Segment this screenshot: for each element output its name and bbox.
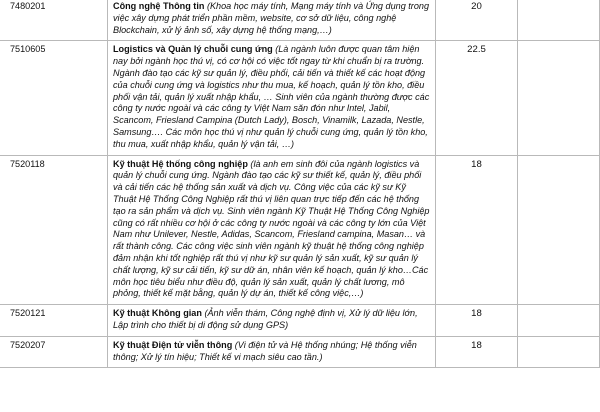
major-name: Logistics và Quản lý chuỗi cung ứng xyxy=(113,44,273,55)
major-description-cell xyxy=(108,155,436,305)
major-description-cell xyxy=(108,41,436,155)
table-row xyxy=(0,155,600,305)
major-name: Kỹ thuật Hệ thống công nghiệp xyxy=(113,158,248,169)
table-row xyxy=(0,336,600,368)
admission-score: 20 xyxy=(436,0,518,41)
table-row xyxy=(0,0,600,41)
empty-cell xyxy=(518,336,600,368)
major-description: (Ảnh viễn thám, Công nghệ định vị, Xử lý dữ liệu lớn, Lập trình cho thiết bị di động sử dụng GPS) xyxy=(113,308,418,330)
empty-cell xyxy=(518,0,600,41)
major-code: 7480201 xyxy=(0,0,108,41)
table-row xyxy=(0,305,600,337)
admission-score: 22.5 xyxy=(436,41,518,155)
major-code: 7520207 xyxy=(0,336,108,368)
admission-score: 18 xyxy=(436,305,518,337)
major-description-cell xyxy=(108,336,436,368)
major-code: 7520118 xyxy=(0,155,108,305)
major-code: 7520121 xyxy=(0,305,108,337)
major-description: (Vi điện tử và Hệ thống nhúng; Hệ thống viễn thông; Xử lý tín hiệu; Thiết kế vi mạch siêu cao tần.) xyxy=(113,339,417,362)
major-description-cell xyxy=(108,305,436,337)
table-row xyxy=(0,41,600,155)
major-description: (Là ngành luôn được quan tâm hiện nay bởi ngành học thú vị, có cơ hội có việc tốt ngay từ khi chuẩn bị ra trường. Ngành đào tạo các kỹ sư quản lý, điều phối, cải tiến và thiết kế các hoạt động của chuỗi cung ứng và logistics như thu mua, kế hoạch, quản lý tồn kho, điều phối vận tải, quản lý xuất nhập khẩu, … Sinh viên của ngành thường được các công ty nước ngoài và các công ty Việt Nam săn đón như Intel, Jabil, Scancom, Friesland Campina (Dutch Lady), Bosch, Vinamilk, Lazada, Nestle, Samsung…. Các môn học thú vị như quản lý chuỗi cung ứng, quản lý tồn kho, thu mua, xuất nhập khẩu, quản lý vận tải, …) xyxy=(113,44,430,149)
admission-score: 18 xyxy=(436,155,518,305)
major-name: Kỹ thuật Không gian xyxy=(113,308,202,319)
empty-cell xyxy=(518,155,600,305)
admission-score: 18 xyxy=(436,336,518,368)
empty-cell xyxy=(518,305,600,337)
major-description: (Khoa học máy tính, Mạng máy tính và Ứng dụng trong việc xây dựng phát triển phần mềm, website, cơ sở dữ liệu, công nghệ Blockchain, xử lý ảnh số, xây dựng hệ thống mạng,…) xyxy=(113,1,430,35)
major-description-cell xyxy=(108,0,436,41)
major-name: Kỹ thuật Điện tử viễn thông xyxy=(113,339,233,350)
major-code: 7510605 xyxy=(0,41,108,155)
major-description: (là anh em sinh đôi của ngành logistics và quản lý chuỗi cung ứng. Ngành đào tạo các kỹ sư thiết kế, quản lý, điều phối và cải tiến các hệ thống sản xuất và dịch vụ. Công việc của các kỹ sư Kỹ Thuật Hệ Thống Công Nghiệp rất thú vị liên quan trực tiếp đến các hệ thống tạo ra sản phẩm và dịch vụ. Sinh viên ngành Kỹ Thuật Hệ Thống Công Nghiệp cũng có rất nhiều cơ hội ở các công ty nước ngoài và các công ty lớn của Việt Nam như Unilever, Nestle, Adidas, Scancom, Friesland campina, Masan… và rất thành công. Các công việc sinh viên ngành kỹ thuật hệ thống công nghiệp đảm nhận khi tốt nghiệp rất thú vị như kỹ sư quản lý sản xuất, kỹ sư quản lý chất lượng, kỹ sư cải tiến, kỹ sư dữ án, nhân viên kế hoạch, quản lý kho…Các môn học tiêu biểu như điều độ, quản lý sản xuất, quản lý chất lương, mô phỏng, thiết kế mặt bằng, quản lý dự án, thiết kế công việc,…) xyxy=(113,158,430,299)
major-name: Công nghệ Thông tin xyxy=(113,1,205,11)
empty-cell xyxy=(518,41,600,155)
